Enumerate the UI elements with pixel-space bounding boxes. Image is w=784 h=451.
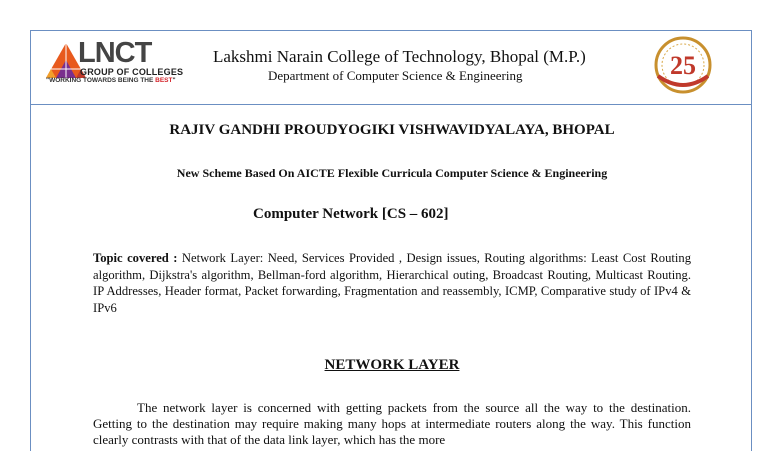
department-name: Department of Computer Science & Engineering — [268, 68, 523, 83]
page-frame — [30, 30, 752, 451]
college-name: Lakshmi Narain College of Technology, Bhopal (M.P.) — [213, 47, 586, 66]
university-name: RAJIV GANDHI PROUDYOGIKI VISHWAVIDYALAYA, BHOPAL — [169, 122, 615, 138]
logo-group-text: GROUP OF COLLEGES — [80, 67, 184, 77]
topics-label: Topic covered : — [93, 251, 178, 265]
subject-title: Computer Network [CS – 602] — [253, 206, 449, 222]
body-paragraph: The network layer is concerned with getting packets from the source all the way to the destination. Getting to the destination may require making many hops at intermediate routers along the way. This function clearly contrasts with that of the data link layer, which has the more — [93, 400, 691, 447]
anniversary-seal-icon — [648, 36, 718, 94]
logo-tagline: "WORKING TOWARDS BEING THE BEST" — [46, 77, 176, 84]
section-title: NETWORK LAYER — [324, 357, 460, 373]
scheme-title: New Scheme Based On AICTE Flexible Curricula Computer Science & Engineering — [176, 166, 608, 180]
logo-wordmark: LNCT — [78, 37, 152, 69]
header-divider — [30, 104, 752, 105]
topics-covered — [93, 250, 691, 316]
topics-text: Network Layer: Need, Services Provided , Design issues, Routing algorithms: Least Cost Routing algorithm, Dijkstra's algorithm, Bellman-ford algorithm, Hierarchical outing, Broadcast Routing, Multicast Routing. IP Addresses, Header format, Packet forwarding, Fragmentation and reassembly, ICMP, Comparative study of IPv4 & IPv6 — [93, 251, 691, 315]
svg-text:25: 25 — [670, 51, 696, 80]
